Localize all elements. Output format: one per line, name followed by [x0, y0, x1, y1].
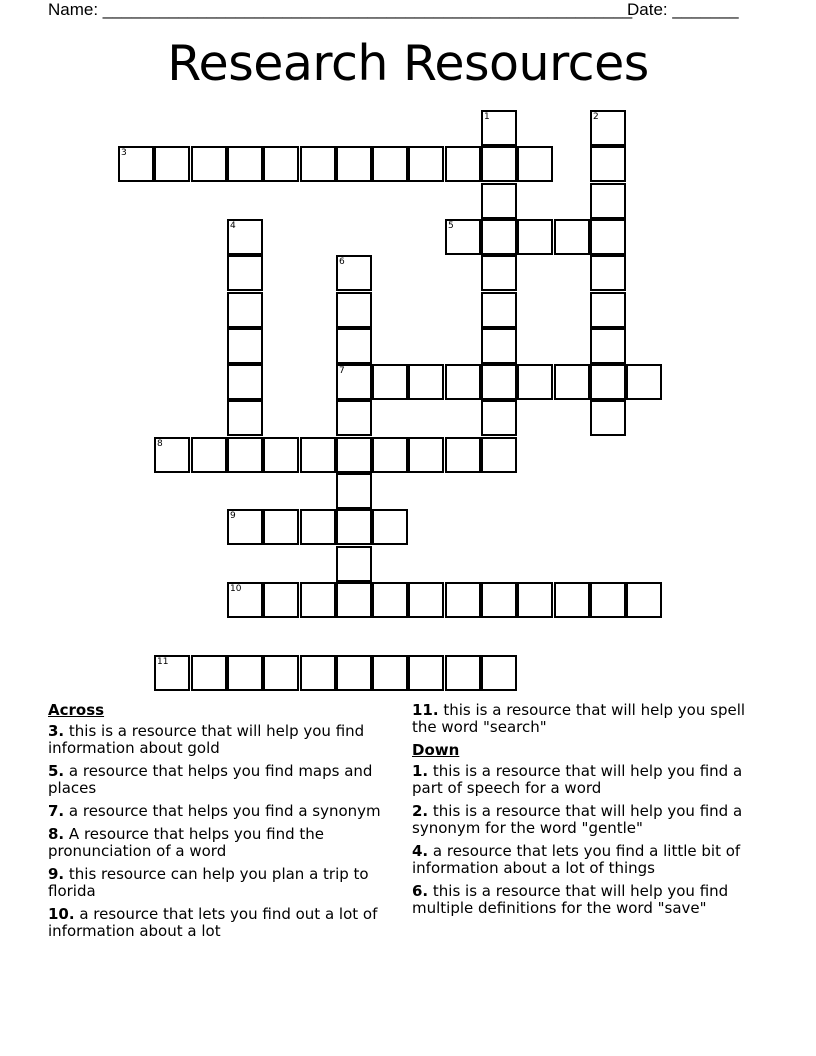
crossword-cell[interactable]: [445, 655, 481, 691]
clue-number-label: 2: [593, 112, 599, 122]
crossword-cell[interactable]: [445, 219, 481, 255]
crossword-cell[interactable]: [481, 582, 517, 618]
crossword-cell[interactable]: [336, 655, 372, 691]
crossword-cell[interactable]: [590, 219, 626, 255]
crossword-cell[interactable]: [336, 473, 372, 509]
clue-number: 9.: [48, 865, 65, 883]
crossword-cell[interactable]: [336, 546, 372, 582]
crossword-cell[interactable]: [372, 364, 408, 400]
clue-number: 8.: [48, 825, 65, 843]
crossword-cell[interactable]: [626, 364, 662, 400]
clue-across-5: [48, 763, 408, 797]
crossword-cell[interactable]: [445, 364, 481, 400]
clue-number-label: 1: [484, 112, 490, 122]
clue-number: 11.: [412, 701, 439, 719]
across-heading: Across: [48, 701, 105, 719]
down-heading: Down: [412, 741, 460, 759]
clue-number: 1.: [412, 762, 429, 780]
crossword-cell[interactable]: [372, 146, 408, 182]
crossword-cell[interactable]: [372, 655, 408, 691]
clues-column-right: [412, 702, 772, 923]
clue-number-label: 4: [230, 221, 236, 231]
crossword-cell[interactable]: [154, 437, 190, 473]
crossword-cell[interactable]: [481, 146, 517, 182]
crossword-cell[interactable]: [481, 437, 517, 473]
clue-across-3: [48, 723, 408, 757]
crossword-cell[interactable]: [263, 655, 299, 691]
crossword-cell[interactable]: [227, 146, 263, 182]
crossword-cell[interactable]: [118, 146, 154, 182]
crossword-cell[interactable]: [300, 655, 336, 691]
clue-number-label: 10: [230, 584, 242, 594]
crossword-cell[interactable]: [408, 655, 444, 691]
clue-number-label: 9: [230, 511, 236, 521]
clue-number: 2.: [412, 802, 429, 820]
crossword-cell[interactable]: [300, 437, 336, 473]
crossword-cell[interactable]: [336, 255, 372, 291]
clue-across-7: [48, 803, 408, 820]
crossword-cell[interactable]: [191, 655, 227, 691]
crossword-cell[interactable]: [336, 582, 372, 618]
crossword-cell[interactable]: [554, 219, 590, 255]
crossword-cell[interactable]: [300, 582, 336, 618]
crossword-cell[interactable]: [227, 328, 263, 364]
crossword-cell[interactable]: [590, 364, 626, 400]
date-field[interactable]: Date: _______: [627, 0, 739, 19]
clue-text: this is a resource that will help you find multiple definitions for the word "save": [412, 882, 729, 917]
clue-number-label: 6: [339, 257, 345, 267]
clue-across-10: [48, 906, 408, 940]
crossword-cell[interactable]: [590, 328, 626, 364]
clue-text: a resource that lets you find a little bit of information about a lot of things: [412, 842, 741, 877]
crossword-cell[interactable]: [227, 255, 263, 291]
clue-down-4: [412, 843, 772, 877]
page-title: Research Resources: [167, 35, 649, 92]
crossword-cell[interactable]: [227, 219, 263, 255]
clue-text: this is a resource that will help you find a synonym for the word "gentle": [412, 802, 743, 837]
crossword-cell[interactable]: [263, 437, 299, 473]
crossword-cell[interactable]: [590, 400, 626, 436]
crossword-cell[interactable]: [481, 292, 517, 328]
crossword-cell[interactable]: [227, 437, 263, 473]
clue-number: 4.: [412, 842, 429, 860]
clue-text: this is a resource that will help you spell the word "search": [412, 701, 746, 736]
crossword-cell[interactable]: [445, 146, 481, 182]
clue-number-label: 11: [157, 657, 169, 667]
crossword-cell[interactable]: [191, 146, 227, 182]
crossword-cell[interactable]: [227, 400, 263, 436]
crossword-cell[interactable]: [336, 328, 372, 364]
clue-down-1: [412, 763, 772, 797]
crossword-cell[interactable]: [590, 582, 626, 618]
clue-across-8: [48, 826, 408, 860]
crossword-cell[interactable]: [481, 364, 517, 400]
clue-down-6: [412, 883, 772, 917]
crossword-cell[interactable]: [300, 146, 336, 182]
crossword-cell[interactable]: [481, 400, 517, 436]
crossword-cell[interactable]: [445, 437, 481, 473]
crossword-cell[interactable]: [336, 146, 372, 182]
crossword-cell[interactable]: [336, 400, 372, 436]
crossword-cell[interactable]: [227, 509, 263, 545]
crossword-cell[interactable]: [445, 582, 481, 618]
clue-text: a resource that helps you find a synonym: [64, 802, 381, 820]
crossword-cell[interactable]: [227, 292, 263, 328]
crossword-cell[interactable]: [481, 655, 517, 691]
crossword-cell[interactable]: [626, 582, 662, 618]
crossword-cell[interactable]: [336, 509, 372, 545]
clue-text: this is a resource that will help you find a part of speech for a word: [412, 762, 743, 797]
crossword-cell[interactable]: [517, 219, 553, 255]
crossword-cell[interactable]: [590, 292, 626, 328]
crossword-cell[interactable]: [517, 146, 553, 182]
crossword-cell[interactable]: [263, 146, 299, 182]
clue-number: 5.: [48, 762, 65, 780]
clue-text: this resource can help you plan a trip to florida: [48, 865, 369, 900]
clue-text: A resource that helps you find the pronunciation of a word: [48, 825, 325, 860]
crossword-cell[interactable]: [154, 655, 190, 691]
clue-number-label: 8: [157, 439, 163, 449]
crossword-cell[interactable]: [336, 364, 372, 400]
crossword-cell[interactable]: [481, 110, 517, 146]
crossword-cell[interactable]: [590, 183, 626, 219]
clue-number: 3.: [48, 722, 65, 740]
crossword-cell[interactable]: [408, 364, 444, 400]
crossword-cell[interactable]: [590, 110, 626, 146]
crossword-cell[interactable]: [554, 582, 590, 618]
crossword-cell[interactable]: [191, 437, 227, 473]
crossword-cell[interactable]: [227, 364, 263, 400]
crossword-cell[interactable]: [408, 146, 444, 182]
crossword-cell[interactable]: [408, 437, 444, 473]
crossword-cell[interactable]: [554, 364, 590, 400]
clue-number-label: 3: [121, 148, 127, 158]
clues-column-left: [48, 702, 408, 946]
clue-number: 10.: [48, 905, 75, 923]
crossword-cell[interactable]: [481, 328, 517, 364]
crossword-cell[interactable]: [263, 582, 299, 618]
clue-across-9: [48, 866, 408, 900]
crossword-cell[interactable]: [408, 582, 444, 618]
crossword-cell[interactable]: [336, 437, 372, 473]
crossword-cell[interactable]: [300, 509, 336, 545]
name-field[interactable]: Name: ________________________________________________________: [48, 0, 633, 19]
clue-number: 7.: [48, 802, 65, 820]
crossword-cell[interactable]: [336, 292, 372, 328]
clue-number-label: 7: [339, 366, 345, 376]
crossword-cell[interactable]: [590, 146, 626, 182]
crossword-cell[interactable]: [263, 509, 299, 545]
crossword-cell[interactable]: [481, 255, 517, 291]
crossword-cell[interactable]: [517, 364, 553, 400]
crossword-cell[interactable]: [481, 183, 517, 219]
crossword-cell[interactable]: [590, 255, 626, 291]
crossword-cell[interactable]: [227, 655, 263, 691]
crossword-cell[interactable]: [372, 509, 408, 545]
crossword-cell[interactable]: [481, 219, 517, 255]
crossword-cell[interactable]: [154, 146, 190, 182]
crossword-cell[interactable]: [372, 437, 408, 473]
clue-text: this is a resource that will help you find information about gold: [48, 722, 365, 757]
crossword-cell[interactable]: [517, 582, 553, 618]
clue-number-label: 5: [448, 221, 454, 231]
clue-text: a resource that lets you find out a lot of information about a lot: [48, 905, 378, 940]
clue-text: a resource that helps you find maps and places: [48, 762, 373, 797]
crossword-cell[interactable]: [227, 582, 263, 618]
clue-down-2: [412, 803, 772, 837]
crossword-cell[interactable]: [372, 582, 408, 618]
clue-across-11: [412, 702, 772, 736]
clue-number: 6.: [412, 882, 429, 900]
